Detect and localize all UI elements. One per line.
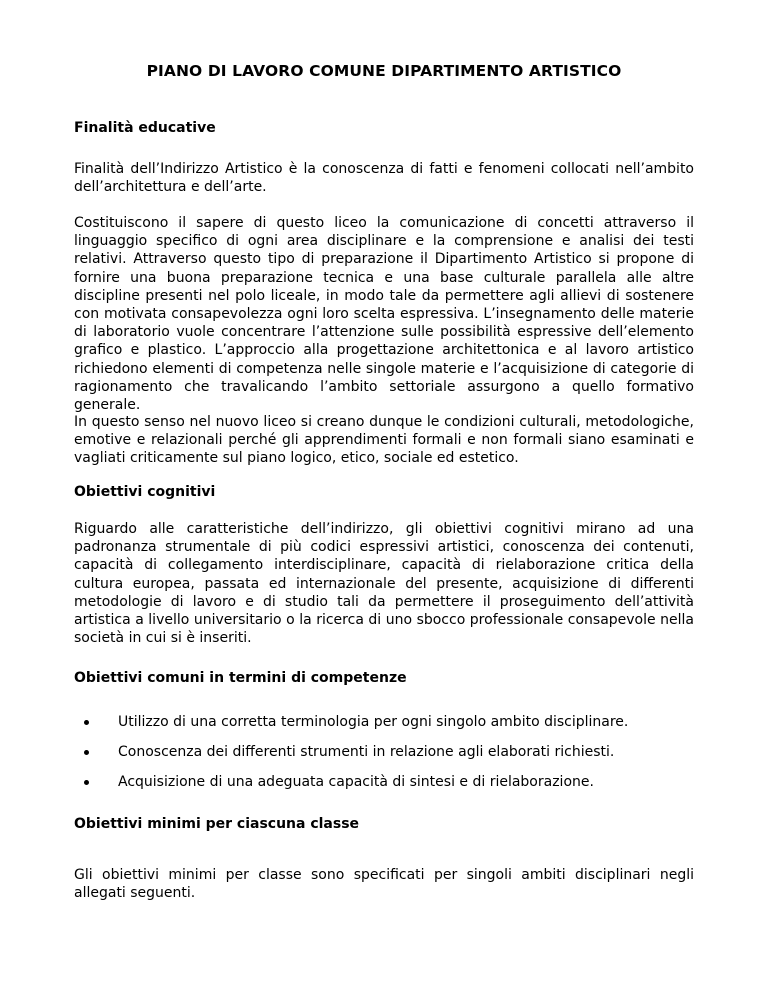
list-item: [74, 713, 694, 743]
list-item-text: Conoscenza dei differenti strumenti in relazione agli elaborati richiesti.: [118, 744, 615, 760]
bullet-icon: [84, 720, 89, 725]
paragraph-finalita-2: Costituiscono il sapere di questo liceo la comunicazione di concetti attraverso il linguaggio specifico di ogni area disciplinare e la comprensione e analisi dei testi relativi. Attraverso questo tipo di preparazione il Dipartimento Artistico si propone di fornire una buona preparazione tecnica e una base culturale parallela alle altre discipline presenti nel polo liceale, in modo tale da permettere agli allievi di sostenere con motivata consapevolezza ogni loro scelta espressiva. L’insegnamento delle materie di laboratorio vuole concentrare l’attenzione sulle possibilità espressive dell’elemento grafico e plastico. L’approccio alla progettazione architettonica e al lavoro artistico richiedono elementi di competenza nelle singole materie e l’acquisizione di categorie di ragionamento che travalicando l’ambito settoriale assurgono a quello formativo generale.: [74, 215, 694, 414]
competenze-list: [74, 713, 694, 803]
list-item-text: Utilizzo di una corretta terminologia per ogni singolo ambito disciplinare.: [118, 714, 629, 730]
paragraph-finalita-3: In questo senso nel nuovo liceo si creano dunque le condizioni culturali, metodologiche, emotive e relazionali perché gli apprendimenti formali e non formali siano esaminati e vagliati criticamente sul piano logico, etico, sociale ed estetico.: [74, 414, 694, 467]
paragraph-obiettivi-minimi: Gli obiettivi minimi per classe sono specificati per singoli ambiti disciplinari negli allegati seguenti.: [74, 867, 694, 902]
list-item: [74, 743, 694, 773]
list-item: [74, 773, 694, 803]
heading-obiettivi-competenze: Obiettivi comuni in termini di competenze: [74, 670, 407, 686]
paragraph-obiettivi-cognitivi: Riguardo alle caratteristiche dell’indirizzo, gli obiettivi cognitivi mirano ad una padronanza strumentale di più codici espressivi artistici, conoscenza dei contenuti, capacità di collegamento interdisciplinare, capacità di rielaborazione critica della cultura europea, passata ed internazionale del presente, acquisizione di differenti metodologie di lavoro e di studio tali da permettere il proseguimento dell’attività artistica a livello universitario o la ricerca di uno sbocco professionale consapevole nella società in cui si è inseriti.: [74, 521, 694, 647]
document-title: PIANO DI LAVORO COMUNE DIPARTIMENTO ARTISTICO: [146, 62, 622, 80]
paragraph-finalita-1: Finalità dell’Indirizzo Artistico è la conoscenza di fatti e fenomeni collocati nell’ambito dell’architettura e dell’arte.: [74, 161, 694, 196]
bullet-icon: [84, 780, 89, 785]
list-item-text: Acquisizione di una adeguata capacità di sintesi e di rielaborazione.: [118, 774, 594, 790]
heading-finalita-educative: Finalità educative: [74, 120, 216, 136]
heading-obiettivi-cognitivi: Obiettivi cognitivi: [74, 484, 216, 500]
heading-obiettivi-minimi: Obiettivi minimi per ciascuna classe: [74, 816, 360, 832]
bullet-icon: [84, 750, 89, 755]
